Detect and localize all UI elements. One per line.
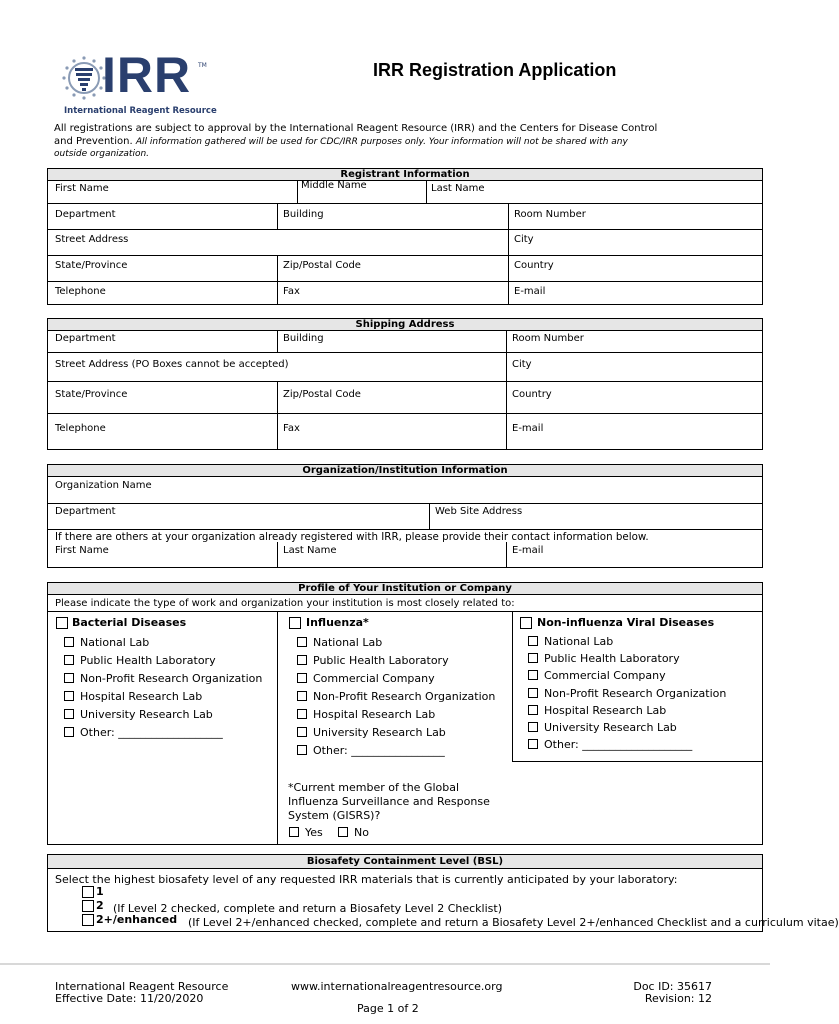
registrant-street-address-field[interactable]: Street Address bbox=[55, 234, 129, 245]
registrant-room-number-field[interactable]: Room Number bbox=[514, 209, 586, 220]
gisrs-no-checkbox[interactable] bbox=[338, 827, 348, 837]
registrant-zip-field[interactable]: Zip/Postal Code bbox=[283, 260, 361, 271]
influenza-university-checkbox[interactable] bbox=[297, 727, 307, 737]
organization-department-field[interactable]: Department bbox=[55, 506, 116, 517]
registrant-header: Registrant Information bbox=[47, 168, 763, 181]
gisrs-note-line-3: System (GISRS)? bbox=[288, 809, 381, 822]
registrant-section bbox=[47, 168, 763, 305]
intro-line-2-italic: All information gathered will be used for CDC/IRR purposes only. Your information will not be shared with any bbox=[135, 137, 628, 147]
footer-org: International Reagent Resource bbox=[55, 980, 229, 993]
profile-header: Profile of Your Institution or Company bbox=[47, 582, 763, 595]
contact-email-field[interactable]: E-mail bbox=[512, 545, 544, 556]
organization-header: Organization/Institution Information bbox=[47, 464, 763, 477]
bsl-level-2-label: 2 bbox=[96, 899, 104, 912]
shipping-building-field[interactable]: Building bbox=[283, 333, 324, 344]
intro-line-3: outside organization. bbox=[54, 149, 150, 159]
viral-university-label: University Research Lab bbox=[544, 721, 677, 734]
registrant-country-field[interactable]: Country bbox=[514, 260, 554, 271]
bacterial-university-label: University Research Lab bbox=[80, 708, 213, 721]
bsl-level-2-note: (If Level 2 checked, complete and return a Biosafety Level 2 Checklist) bbox=[113, 902, 503, 915]
footer-url[interactable]: www.internationalreagentresource.org bbox=[291, 980, 503, 993]
shipping-header: Shipping Address bbox=[47, 318, 763, 331]
influenza-other-checkbox[interactable] bbox=[297, 745, 307, 755]
intro-line-2 bbox=[54, 136, 628, 147]
organization-website-field[interactable]: Web Site Address bbox=[435, 506, 523, 517]
registrant-fax-field[interactable]: Fax bbox=[283, 286, 300, 297]
organization-section bbox=[47, 464, 763, 568]
influenza-public-health-label: Public Health Laboratory bbox=[313, 654, 449, 667]
bacterial-diseases-title: Bacterial Diseases bbox=[72, 616, 187, 629]
registrant-state-field[interactable]: State/Province bbox=[55, 260, 128, 271]
influenza-nonprofit-label: Non-Profit Research Organization bbox=[313, 690, 496, 703]
influenza-commercial-label: Commercial Company bbox=[313, 672, 435, 685]
logo-trademark: TM bbox=[198, 62, 207, 69]
viral-national-lab-label: National Lab bbox=[544, 635, 614, 648]
viral-commercial-label: Commercial Company bbox=[544, 669, 666, 682]
viral-hospital-checkbox[interactable] bbox=[528, 705, 538, 715]
contact-first-name-field[interactable]: First Name bbox=[55, 545, 109, 556]
irr-logo bbox=[58, 47, 218, 120]
intro-line-2-plain: and Prevention. bbox=[54, 136, 136, 147]
organization-name-field[interactable]: Organization Name bbox=[55, 480, 152, 491]
gisrs-no-label: No bbox=[354, 826, 369, 839]
influenza-national-lab-label: National Lab bbox=[313, 636, 383, 649]
viral-nonprofit-label: Non-Profit Research Organization bbox=[544, 687, 727, 700]
shipping-section bbox=[47, 318, 763, 450]
bsl-instruction: Select the highest biosafety level of any requested IRR materials that is currently anticipated by your laboratory: bbox=[55, 873, 678, 886]
registrant-city-field[interactable]: City bbox=[514, 234, 534, 245]
influenza-commercial-checkbox[interactable] bbox=[297, 673, 307, 683]
influenza-other-label[interactable]: Other: _________________ bbox=[313, 744, 445, 757]
bsl-header: Biosafety Containment Level (BSL) bbox=[47, 854, 763, 869]
viral-nonprofit-checkbox[interactable] bbox=[528, 688, 538, 698]
influenza-national-lab-checkbox[interactable] bbox=[297, 637, 307, 647]
bacterial-university-checkbox[interactable] bbox=[64, 709, 74, 719]
bacterial-nonprofit-label: Non-Profit Research Organization bbox=[80, 672, 263, 685]
gisrs-note-line-2: Influenza Surveillance and Response bbox=[288, 795, 490, 808]
viral-other-label[interactable]: Other: ____________________ bbox=[544, 738, 693, 751]
page-title: IRR Registration Application bbox=[373, 60, 617, 80]
bsl-level-2plus-label: 2+/enhanced bbox=[96, 913, 178, 926]
viral-university-checkbox[interactable] bbox=[528, 722, 538, 732]
bacterial-national-lab-label: National Lab bbox=[80, 636, 150, 649]
shipping-email-field[interactable]: E-mail bbox=[512, 423, 544, 434]
bsl-level-1-label: 1 bbox=[96, 885, 104, 898]
bacterial-hospital-label: Hospital Research Lab bbox=[80, 690, 203, 703]
influenza-checkbox[interactable] bbox=[289, 617, 301, 629]
bacterial-hospital-checkbox[interactable] bbox=[64, 691, 74, 701]
shipping-state-field[interactable]: State/Province bbox=[55, 389, 128, 400]
bacterial-other-checkbox[interactable] bbox=[64, 727, 74, 737]
bsl-level-2plus-checkbox[interactable] bbox=[82, 914, 94, 926]
bsl-level-2plus-note: (If Level 2+/enhanced checked, complete and return a Biosafety Level 2+/enhanced Checklist and a curriculum vitae) bbox=[188, 916, 839, 929]
viral-public-health-checkbox[interactable] bbox=[528, 653, 538, 663]
influenza-title: Influenza* bbox=[306, 616, 369, 629]
bacterial-public-health-label: Public Health Laboratory bbox=[80, 654, 216, 667]
registrant-department-field[interactable]: Department bbox=[55, 209, 116, 220]
organization-others-note: If there are others at your organization already registered with IRR, please provide their contact information below. bbox=[55, 531, 649, 543]
profile-instruction: Please indicate the type of work and organization your institution is most closely related to: bbox=[55, 598, 515, 609]
registrant-last-name-field[interactable]: Last Name bbox=[431, 183, 485, 194]
viral-other-checkbox[interactable] bbox=[528, 739, 538, 749]
footer-effective-date: Effective Date: 11/20/2020 bbox=[55, 992, 204, 1005]
shipping-department-field[interactable]: Department bbox=[55, 333, 116, 344]
shipping-room-number-field[interactable]: Room Number bbox=[512, 333, 584, 344]
shipping-fax-field[interactable]: Fax bbox=[283, 423, 300, 434]
influenza-public-health-checkbox[interactable] bbox=[297, 655, 307, 665]
viral-hospital-label: Hospital Research Lab bbox=[544, 704, 667, 717]
influenza-hospital-label: Hospital Research Lab bbox=[313, 708, 436, 721]
gisrs-note-line-1: *Current member of the Global bbox=[288, 781, 460, 794]
bacterial-other-label[interactable]: Other: ___________________ bbox=[80, 726, 223, 739]
viral-commercial-checkbox[interactable] bbox=[528, 670, 538, 680]
viral-diseases-title: Non-influenza Viral Diseases bbox=[537, 616, 715, 629]
gisrs-yes-label: Yes bbox=[305, 826, 323, 839]
shipping-telephone-field[interactable]: Telephone bbox=[55, 423, 106, 434]
bsl-level-1-checkbox[interactable] bbox=[82, 886, 94, 898]
footer-doc-id: Doc ID: 35617 bbox=[633, 980, 712, 993]
viral-national-lab-checkbox[interactable] bbox=[528, 636, 538, 646]
contact-last-name-field[interactable]: Last Name bbox=[283, 545, 337, 556]
bacterial-national-lab-checkbox[interactable] bbox=[64, 637, 74, 647]
registrant-building-field[interactable]: Building bbox=[283, 209, 324, 220]
footer-divider bbox=[0, 963, 770, 965]
viral-diseases-checkbox[interactable] bbox=[520, 617, 532, 629]
registrant-telephone-field[interactable]: Telephone bbox=[55, 286, 106, 297]
bacterial-diseases-checkbox[interactable] bbox=[56, 617, 68, 629]
shipping-street-address-field[interactable]: Street Address (PO Boxes cannot be accepted) bbox=[55, 359, 289, 370]
footer-revision: Revision: 12 bbox=[644, 992, 712, 1005]
intro-line-1: All registrations are subject to approval by the International Reagent Resource (IRR) and the Centers for Disease Control bbox=[54, 123, 658, 134]
registrant-first-name-field[interactable]: First Name bbox=[55, 183, 109, 194]
globe-icon bbox=[62, 56, 106, 100]
registrant-email-field[interactable]: E-mail bbox=[514, 286, 546, 297]
gisrs-yes-checkbox[interactable] bbox=[289, 827, 299, 837]
logo-text: IRR bbox=[102, 47, 192, 103]
bsl-level-2-checkbox[interactable] bbox=[82, 900, 94, 912]
viral-public-health-label: Public Health Laboratory bbox=[544, 652, 680, 665]
shipping-zip-field[interactable]: Zip/Postal Code bbox=[283, 389, 361, 400]
influenza-nonprofit-checkbox[interactable] bbox=[297, 691, 307, 701]
shipping-country-field[interactable]: Country bbox=[512, 389, 552, 400]
bacterial-public-health-checkbox[interactable] bbox=[64, 655, 74, 665]
registrant-middle-name-field[interactable]: Middle Name bbox=[301, 180, 367, 191]
shipping-city-field[interactable]: City bbox=[512, 359, 532, 370]
influenza-hospital-checkbox[interactable] bbox=[297, 709, 307, 719]
logo-subtitle: International Reagent Resource bbox=[64, 106, 217, 116]
footer-page-number: Page 1 of 2 bbox=[357, 1002, 419, 1015]
influenza-university-label: University Research Lab bbox=[313, 726, 446, 739]
bacterial-nonprofit-checkbox[interactable] bbox=[64, 673, 74, 683]
